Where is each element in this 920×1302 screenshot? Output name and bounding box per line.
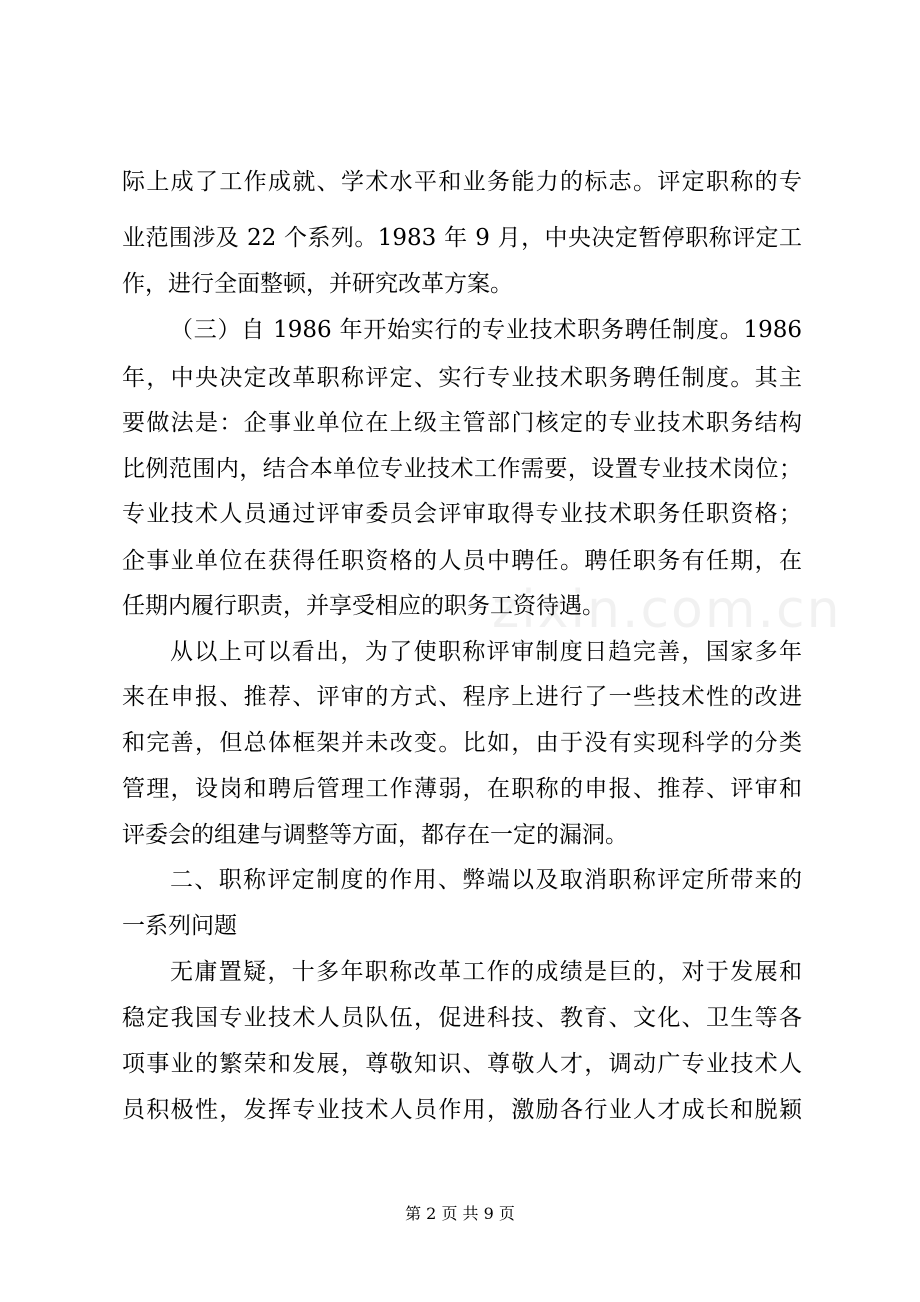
section-heading: 一系列问题	[122, 913, 237, 939]
text-line: 项事业的繁荣和发展，尊敬知识、尊敬人才，调动广专业技术人	[122, 1051, 802, 1077]
text-line: 和完善，但总体框架并未改变。比如，由于没有实现科学的分类	[122, 730, 802, 756]
text-line: 稳定我国专业技术人员队伍，促进科技、教育、文化、卫生等各	[122, 1005, 802, 1031]
text-line: 年，中央决定改革职称评定、实行专业技术职务聘任制度。其主	[122, 365, 802, 391]
text-line: 业范围涉及 22 个系列。1983 年 9 月，中央决定暂停职称评定工	[122, 225, 802, 251]
text-line: 际上成了工作成就、学术水平和业务能力的标志。评定职称的专	[122, 169, 802, 195]
text-line: （三）自 1986 年开始实行的专业技术职务聘任制度。1986	[170, 317, 802, 343]
text-line: 企事业单位在获得任职资格的人员中聘任。聘任职务有任期，在	[122, 548, 802, 574]
text-line: 来在申报、推荐、评审的方式、程序上进行了一些技术性的改进	[122, 684, 802, 710]
text-line: 任期内履行职责，并享受相应的职务工资待遇。	[122, 593, 605, 619]
text-line: 评委会的组建与调整等方面，都存在一定的漏洞。	[122, 822, 628, 848]
text-line: 从以上可以看出，为了使职称评审制度日趋完善，国家多年	[170, 639, 802, 665]
text-line: 专业技术人员通过评审委员会评审取得专业技术职务任职资格；	[122, 501, 802, 527]
page-footer: 第 2 页 共 9 页	[405, 1204, 515, 1223]
text-line: 无庸置疑，十多年职称改革工作的成绩是巨的，对于发展和	[170, 959, 802, 985]
text-line: 管理，设岗和聘后管理工作薄弱，在职称的申报、推荐、评审和	[122, 776, 802, 802]
text-line: 员积极性，发挥专业技术人员作用，激励各行业人才成长和脱颖	[122, 1097, 802, 1123]
text-line: 要做法是：企事业单位在上级主管部门核定的专业技术职务结构	[122, 410, 802, 436]
text-line: 比例范围内，结合本单位专业技术工作需要，设置专业技术岗位；	[122, 456, 802, 482]
watermark: zixin.com.cn	[492, 580, 842, 640]
section-heading: 二、职称评定制度的作用、弊端以及取消职称评定所带来的	[170, 867, 802, 893]
text-line: 作，进行全面整顿，并研究改革方案。	[122, 271, 513, 297]
